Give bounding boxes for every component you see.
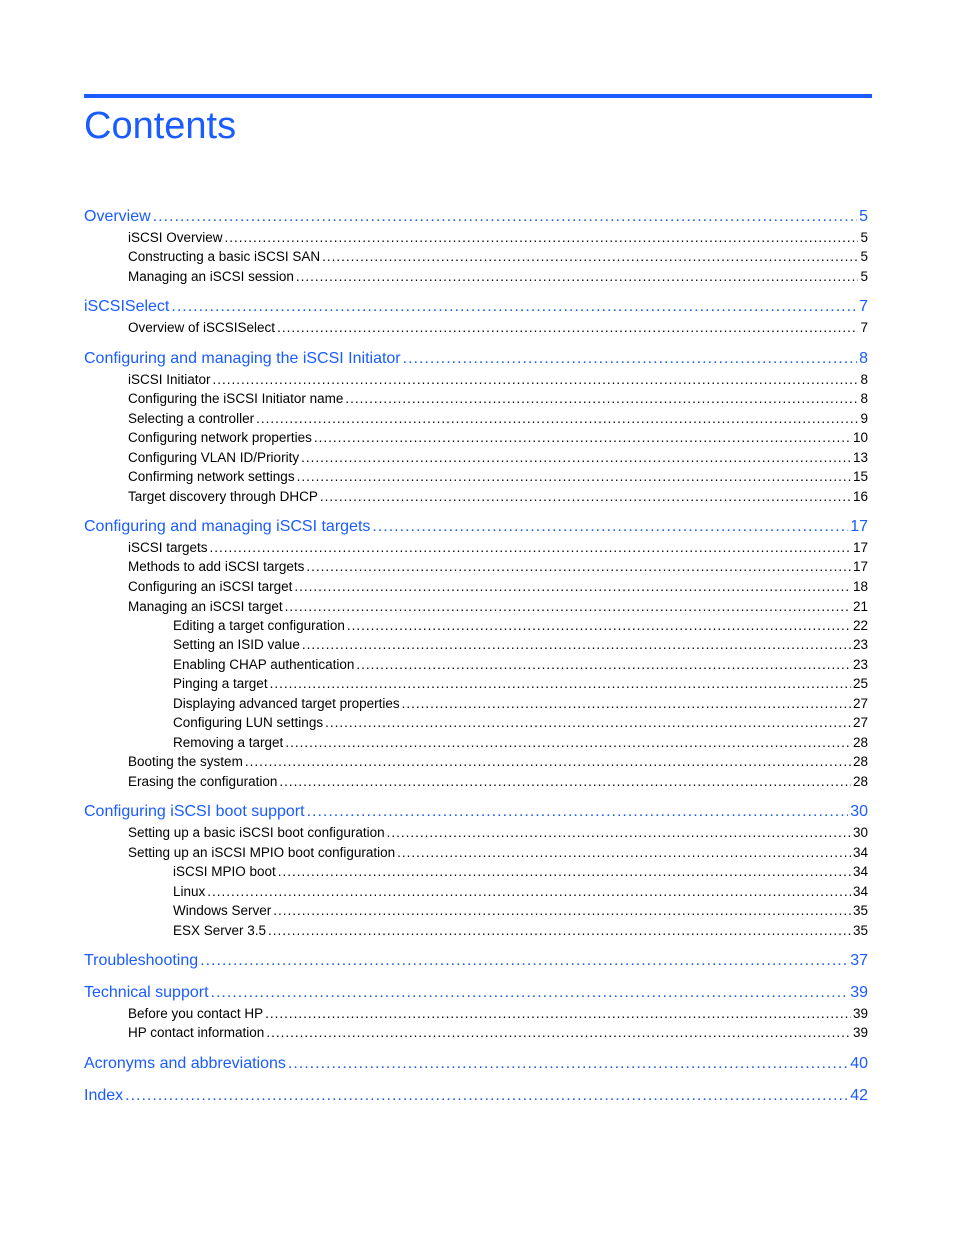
toc-entry-label: Technical support (84, 984, 209, 1001)
toc-entry-label: Troubleshooting (84, 952, 199, 969)
toc-entry-level2[interactable] (128, 752, 868, 771)
toc-entry-page-number: 39 (852, 1006, 868, 1021)
toc-entry-page-number: 22 (852, 618, 868, 633)
dot-leader (387, 823, 851, 842)
dot-leader (307, 801, 849, 823)
toc-entry-label: Erasing the configuration (128, 774, 278, 789)
dot-leader (325, 713, 851, 732)
toc-entry-level3[interactable] (173, 655, 868, 674)
toc-entry-level3[interactable] (173, 921, 868, 940)
dot-leader (210, 538, 851, 557)
toc-entry-label: iSCSI Overview (128, 230, 223, 245)
toc-entry-page-number: 37 (850, 952, 868, 969)
toc-entry-label: Pinging a target (173, 676, 268, 691)
toc-entry-level2[interactable] (128, 1023, 868, 1042)
toc-entry-level1[interactable] (84, 516, 868, 538)
toc-entry-level2[interactable] (128, 318, 868, 337)
toc-entry-label: Configuring LUN settings (173, 715, 324, 730)
dot-leader (403, 348, 857, 370)
toc-entry-level2[interactable] (128, 538, 868, 557)
toc-entry-page-number: 21 (852, 599, 868, 614)
toc-entry-page-number: 17 (852, 540, 868, 555)
toc-entry-label: Setting an ISID value (173, 637, 300, 652)
toc-entry-label: Configuring VLAN ID/Priority (128, 450, 300, 465)
toc-entry-level3[interactable] (173, 882, 868, 901)
dot-leader (285, 733, 851, 752)
dot-leader (225, 228, 859, 247)
toc-entry-label: Windows Server (173, 903, 272, 918)
toc-entry-page-number: 39 (852, 1025, 868, 1040)
toc-entry-level2[interactable] (128, 389, 868, 408)
toc-entry-page-number: 7 (860, 320, 868, 335)
toc-entry-label: Setting up an iSCSI MPIO boot configuration (128, 845, 396, 860)
toc-entry-label: Target discovery through DHCP (128, 489, 318, 504)
toc-entry-label: Constructing a basic iSCSI SAN (128, 249, 321, 264)
toc-entry-page-number: 30 (852, 825, 868, 840)
dot-leader (200, 950, 848, 972)
toc-entry-label: Before you contact HP (128, 1006, 264, 1021)
toc-entry-label: Configuring network properties (128, 430, 312, 445)
toc-entry-page-number: 28 (852, 735, 868, 750)
toc-entry-level3[interactable] (173, 862, 868, 881)
dot-leader (285, 597, 851, 616)
toc-entry-level2[interactable] (128, 772, 868, 791)
dot-leader (296, 267, 859, 286)
toc-entry-label: Configuring and managing iSCSI targets (84, 518, 371, 535)
toc-entry-page-number: 25 (852, 676, 868, 691)
toc-entry-label: iSCSISelect (84, 298, 170, 315)
toc-entry-page-number: 5 (860, 269, 868, 284)
dot-leader (402, 694, 851, 713)
toc-entry-page-number: 28 (852, 754, 868, 769)
toc-entry-label: Methods to add iSCSI targets (128, 559, 305, 574)
toc-entry-level2[interactable] (128, 557, 868, 576)
toc-entry-page-number: 5 (860, 249, 868, 264)
toc-entry-page-number: 8 (860, 391, 868, 406)
toc-entry-page-number: 23 (852, 657, 868, 672)
toc-entry-level3[interactable] (173, 713, 868, 732)
dot-leader (306, 557, 851, 576)
toc-entry-label: Managing an iSCSI session (128, 269, 294, 284)
dot-leader (245, 752, 851, 771)
toc-entry-page-number: 35 (852, 923, 868, 938)
toc-entry-label: iSCSI Initiator (128, 372, 211, 387)
page-title: Contents (84, 105, 237, 147)
dot-leader (273, 901, 851, 920)
toc-entry-label: Index (84, 1087, 124, 1104)
dot-leader (207, 882, 851, 901)
toc-entry-page-number: 23 (852, 637, 868, 652)
toc-entry-label: Confirming network settings (128, 469, 295, 484)
toc-entry-page-number: 17 (850, 518, 868, 535)
toc-entry-level2[interactable] (128, 448, 868, 467)
toc-entry-page-number: 8 (859, 350, 868, 367)
toc-entry-page-number: 34 (852, 845, 868, 860)
dot-leader (314, 428, 851, 447)
dot-leader (288, 1053, 848, 1075)
toc-entry-level3[interactable] (173, 733, 868, 752)
toc-entry-label: Overview of iSCSISelect (128, 320, 276, 335)
toc-entry-page-number: 18 (852, 579, 868, 594)
toc-entry-label: Overview (84, 208, 151, 225)
dot-leader (270, 674, 851, 693)
toc-entry-level2[interactable] (128, 577, 868, 596)
toc-entry-level2[interactable] (128, 1004, 868, 1023)
toc-entry-page-number: 42 (850, 1087, 868, 1104)
toc-entry-label: Enabling CHAP authentication (173, 657, 355, 672)
dot-leader (301, 448, 851, 467)
toc-entry-label: HP contact information (128, 1025, 265, 1040)
toc-entry-level1[interactable] (84, 206, 868, 228)
toc-entry-level1[interactable] (84, 982, 868, 1004)
toc-entry-level2[interactable] (128, 843, 868, 862)
toc-entry-page-number: 27 (852, 696, 868, 711)
toc-entry-level1[interactable] (84, 1053, 868, 1075)
toc-entry-label: Removing a target (173, 735, 284, 750)
dot-leader (256, 409, 858, 428)
toc-entry-level1[interactable] (84, 348, 868, 370)
toc-entry-level3[interactable] (173, 674, 868, 693)
toc-entry-label: iSCSI targets (128, 540, 208, 555)
toc-entry-label: Configuring and managing the iSCSI Initiator (84, 350, 401, 367)
dot-leader (294, 577, 851, 596)
dot-leader (171, 296, 857, 318)
dot-leader (278, 862, 851, 881)
dot-leader (125, 1085, 848, 1107)
dot-leader (297, 467, 851, 486)
toc-entry-page-number: 10 (852, 430, 868, 445)
toc-entry-level2[interactable] (128, 823, 868, 842)
toc-entry-page-number: 15 (852, 469, 868, 484)
dot-leader (320, 487, 851, 506)
toc-entry-level1[interactable] (84, 1085, 868, 1107)
toc-entry-level3[interactable] (173, 635, 868, 654)
toc-entry-page-number: 5 (860, 230, 868, 245)
toc-entry-level2[interactable] (128, 467, 868, 486)
dot-leader (347, 616, 851, 635)
toc-entry-label: Selecting a controller (128, 411, 255, 426)
toc-entry-page-number: 8 (860, 372, 868, 387)
toc-entry-level3[interactable] (173, 901, 868, 920)
toc-entry-label: Managing an iSCSI target (128, 599, 283, 614)
dot-leader (265, 1004, 851, 1023)
toc-entry-page-number: 34 (852, 884, 868, 899)
toc-entry-page-number: 17 (852, 559, 868, 574)
toc-entry-level2[interactable] (128, 247, 868, 266)
toc-entry-page-number: 40 (850, 1055, 868, 1072)
dot-leader (279, 772, 851, 791)
dot-leader (266, 1023, 851, 1042)
toc-entry-page-number: 39 (850, 984, 868, 1001)
toc-entry-label: Acronyms and abbreviations (84, 1055, 286, 1072)
toc-entry-level2[interactable] (128, 597, 868, 616)
dot-leader (268, 921, 851, 940)
toc-entry-page-number: 35 (852, 903, 868, 918)
dot-leader (302, 635, 851, 654)
toc-entry-level1[interactable] (84, 296, 868, 318)
toc-entry-label: Setting up a basic iSCSI boot configuration (128, 825, 385, 840)
dot-leader (345, 389, 858, 408)
toc-entry-level1[interactable] (84, 801, 868, 823)
toc-entry-label: Booting the system (128, 754, 243, 769)
toc-entry-label: iSCSI MPIO boot (173, 864, 276, 879)
toc-entry-label: Linux (173, 884, 206, 899)
toc-entry-level2[interactable] (128, 228, 868, 247)
toc-entry-level3[interactable] (173, 616, 868, 635)
toc-entry-label: Configuring iSCSI boot support (84, 803, 305, 820)
toc-entry-level2[interactable] (128, 428, 868, 447)
toc-entry-label: ESX Server 3.5 (173, 923, 267, 938)
dot-leader (153, 206, 857, 228)
toc-entry-page-number: 7 (859, 298, 868, 315)
toc-entry-page-number: 28 (852, 774, 868, 789)
toc-entry-level2[interactable] (128, 409, 868, 428)
toc-entry-label: Configuring an iSCSI target (128, 579, 293, 594)
toc-entry-page-number: 27 (852, 715, 868, 730)
toc-entry-label: Editing a target configuration (173, 618, 345, 633)
toc-entry-page-number: 16 (852, 489, 868, 504)
dot-leader (356, 655, 851, 674)
dot-leader (213, 370, 859, 389)
toc-entry-page-number: 34 (852, 864, 868, 879)
toc-entry-level1[interactable] (84, 950, 868, 972)
toc-entry-label: Displaying advanced target properties (173, 696, 400, 711)
toc-entry-page-number: 30 (850, 803, 868, 820)
dot-leader (277, 318, 858, 337)
toc-entry-page-number: 5 (859, 208, 868, 225)
dot-leader (322, 247, 858, 266)
dot-leader (397, 843, 851, 862)
toc-entry-page-number: 9 (860, 411, 868, 426)
toc-entry-level2[interactable] (128, 267, 868, 286)
toc-entry-page-number: 13 (852, 450, 868, 465)
toc-entry-level2[interactable] (128, 487, 868, 506)
dot-leader (372, 516, 848, 538)
toc-entry-label: Configuring the iSCSI Initiator name (128, 391, 344, 406)
toc-entry-level2[interactable] (128, 370, 868, 389)
dot-leader (211, 982, 849, 1004)
toc-entry-level3[interactable] (173, 694, 868, 713)
